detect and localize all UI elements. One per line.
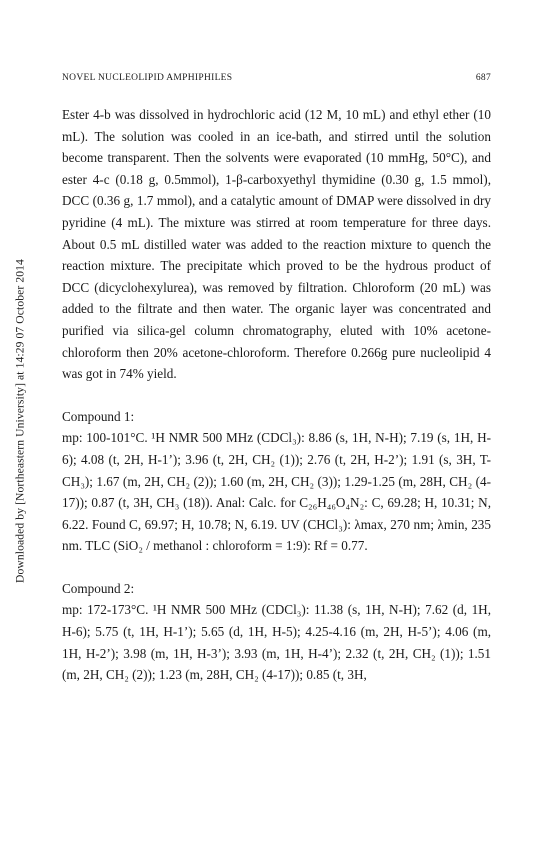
- download-note: Downloaded by [Northeastern University] at 14:29 07 October 2014: [13, 259, 27, 583]
- page-number: 687: [475, 73, 491, 83]
- compound-2-section: [62, 578, 491, 686]
- compound-1-section: [62, 406, 491, 557]
- article-body: [62, 104, 491, 707]
- running-header: [62, 73, 491, 83]
- compound-2-heading: Compound 2:: [62, 580, 135, 596]
- download-watermark: [12, 225, 28, 617]
- procedure-paragraph: Ester 4-b was dissolved in hydrochloric acid (12 M, 10 mL) and ethyl ether (10 mL). The solution was cooled in an ice-bath, and stirred until the solution become transparent. Then the solvents were evaporated (10 mmHg, 50°C), and ester 4-c (0.18 g, 0.5mmol), 1-β-carboxyethyl thymidine (0.30 g, 1.5 mmol), DCC (0.36 g, 1.7 mmol), and a catalytic amount of DMAP were dissolved in dry pyridine (4 mL). The mixture was stirred at room temperature for three days. About 0.5 mL distilled water was added to the reaction mixture to quench the reaction mixture. The precipitate which proved to be the hydrous product of DCC (dicyclohexylurea), was removed by filtration. Chloroform (20 mL) was added to the filtrate and then water. The organic layer was concentrated and purified via silica-gel column chromatography, eluted with 10% acetone-chloroform then 20% acetone-chloroform. Therefore 0.266g pure nucleolipid 4 was got in 74% yield.: [62, 107, 491, 382]
- running-title: NOVEL NUCLEOLIPID AMPHIPHILES: [62, 73, 233, 83]
- compound-1-data: mp: 100-101°C. ¹H NMR 500 MHz (CDCl₃): 8.86 (s, 1H, N-H); 7.19 (s, 1H, H-6); 4.08 (t, 2H, H-1’); 3.96 (t, 2H, CH₂ (1)); 2.76 (t, 2H, H-2’); 1.91 (s, 3H, T- CH₃); 1.67 (m, 2H, CH₂ (2)); 1.60 (m, 2H, CH₂ (3)); 1.29-1.25 (m, 28H, CH₂ (4-17)); 0.87 (t, 3H, CH₃ (18)). Anal: Calc. for C₂₆H₄₆O₄N₂: C, 69.28; H, 10.31; N, 6.22. Found C, 69.97; H, 10.78; N, 6.19. UV (CHCl₃): λmax, 270 nm; λmin, 235 nm. TLC (SiO₂ / methanol : chloroform = 1:9): Rf = 0.77.: [62, 430, 491, 554]
- compound-2-data: mp: 172-173°C. ¹H NMR 500 MHz (CDCl₃): 11.38 (s, 1H, N-H); 7.62 (d, 1H, H-6); 5.75 (t, 1H, H-1’); 5.65 (d, 1H, H-5); 4.25-4.16 (m, 2H, H-5’); 4.06 (m, 1H, H-2’); 3.98 (m, 1H, H-3’); 3.93 (m, 1H, H-4’); 2.32 (t, 2H, CH₂ (1)); 1.51 (m, 2H, CH₂ (2)); 1.23 (m, 28H, CH₂ (4-17)); 0.85 (t, 3H,: [62, 602, 491, 683]
- compound-1-heading: Compound 1:: [62, 408, 135, 424]
